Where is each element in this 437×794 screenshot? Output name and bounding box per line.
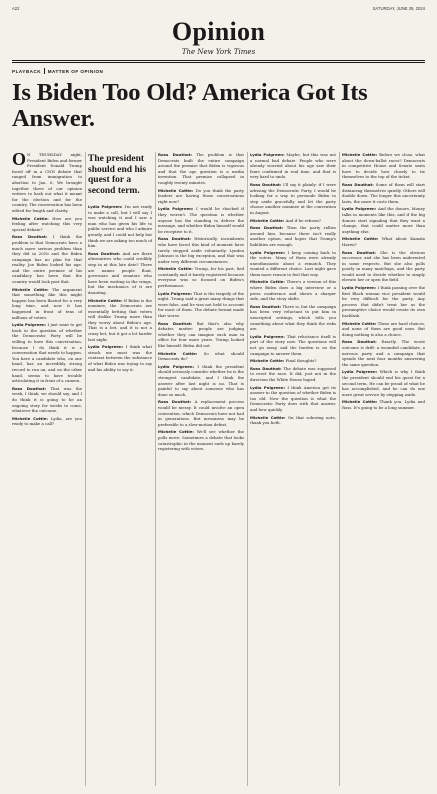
paragraph — [88, 298, 152, 343]
paragraph — [12, 234, 82, 284]
paragraph-text: Then the party rallies around him, because there isn't really another option, and hopes that Trump's liabilities are enough. — [250, 225, 336, 247]
paragraph-text: On that sobering note, thank you both. — [250, 414, 336, 426]
paragraph — [158, 351, 244, 362]
paragraph — [250, 304, 336, 332]
paragraph — [88, 204, 152, 249]
paragraph-text: But that's also why debates matter: people are judging whether they can imagine each man in office for four more years. Trump looked like himself. Biden did not. — [158, 320, 244, 348]
running-head — [12, 6, 425, 11]
paragraph-text: Final thoughts? — [285, 358, 317, 364]
speaker-name: Lydia Polgreen: — [342, 369, 378, 375]
paragraph-text: I think the problem is that Democrats have a much more serious problem than they did in 2016 and the Biden campaign has no plan for that reality. Joe Biden looked his age, and the entire premise of his candidacy has been that the country would look past that. — [12, 234, 82, 285]
pull-quote: The president should end his quest for a second term. — [88, 154, 147, 196]
speaker-name: Michelle Cottle: — [342, 399, 378, 405]
speaker-name: Lydia Polgreen: — [12, 322, 47, 328]
paragraph — [158, 206, 244, 234]
column-rule — [247, 152, 248, 786]
kicker — [12, 68, 425, 74]
paragraph — [12, 322, 82, 384]
paragraph-text: I'll say it plainly: if I were advising the Democratic Party, I would be looking for a way to persuade Biden to step aside gracefully and let the party choose another nominee at the convention in August. — [250, 181, 336, 215]
speaker-name: Michelle Cottle: — [342, 236, 379, 242]
paragraph — [158, 364, 244, 398]
speaker-name: Michelle Cottle: — [158, 429, 194, 435]
paragraph-text: The argument that something like this might happen has been floated for a very long time, and now it has happened in front of tens of millions of voters. — [12, 286, 82, 320]
paragraph — [250, 225, 336, 247]
kicker-series: PLAYBACK — [12, 68, 42, 74]
paragraph-text: Lydia, are you ready to make a call? — [12, 415, 82, 427]
paragraph — [342, 321, 425, 338]
paragraph — [12, 152, 82, 214]
paragraph-text: Some of them will start distancing themselves quietly. Others will double down. The longer this uncertainty lasts, the more it costs them. — [342, 181, 425, 204]
paragraph-text: I keep coming back to the voters. Many of them were already unenthusiastic about a rematch. They wanted a different choice. Last night gave them more reason to feel that way. — [250, 249, 336, 277]
speaker-name: Lydia Polgreen: — [342, 206, 377, 212]
kicker-divider — [44, 68, 45, 74]
speaker-name: Ross Douthat: — [158, 236, 191, 242]
paragraph-text: The problem is that Democrats built the entire campaign around the premise that Biden is vigorous and that the age question is a media invention. That premise collapsed in roughly twenty minutes. — [158, 152, 244, 185]
paragraph-text: Maybe, but this was not a normal bad debate. People who were already worried about his age saw their fears confirmed in real time, and that is very hard to undo. — [250, 152, 336, 180]
paragraph — [12, 216, 82, 233]
speaker-name: Ross Douthat: — [342, 181, 374, 187]
speaker-name: Michelle Cottle: — [250, 414, 286, 420]
paragraph — [342, 285, 425, 319]
speaker-name: Ross Douthat: — [158, 320, 193, 326]
paragraph — [342, 250, 425, 284]
speaker-name: Michelle Cottle: — [158, 266, 193, 272]
speaker-name: Lydia Polgreen: — [250, 333, 285, 339]
speaker-name: Ross Douthat: — [342, 249, 376, 255]
paragraph — [158, 188, 244, 205]
newspaper-name: The New York Times — [181, 48, 256, 56]
article-column-2 — [88, 152, 152, 786]
speaker-name: Ross Douthat: — [250, 365, 282, 371]
speaker-name: Ross Douthat: — [158, 152, 193, 157]
article-body — [12, 152, 425, 786]
paragraph-text: There is, but the campaign has been very reluctant to put him in unscripted settings, which tells you something about what they think the risks are. — [250, 303, 336, 332]
paragraph-text: Exactly. The worst outcome is drift: a wounded candidate, a nervous party and a campaign that spends the next four months answering the same question. — [342, 339, 425, 367]
paragraph — [250, 182, 336, 216]
speaker-name: Michelle Cottle: — [12, 415, 48, 421]
speaker-name: Lydia Polgreen: — [88, 204, 123, 209]
paragraph-text: We'll see whether the polls move. Sometimes a debate that looks catastrophic in the moment ends up barely registering with voters. — [158, 429, 244, 452]
article-column-1 — [12, 152, 82, 786]
headline: Is Biden Too Old? America Got Its Answer. — [12, 79, 368, 132]
speaker-name: Lydia Polgreen: — [88, 344, 124, 350]
paragraph — [158, 321, 244, 349]
paragraph-text: Historically, incumbents who have faced this kind of moment have rarely stepped aside voluntarily. Lyndon Johnson is the big exception, and that was under very different circumstances. — [158, 236, 244, 264]
header-rule — [12, 60, 425, 61]
page-number: A22 — [12, 6, 20, 11]
speaker-name: Ross Douthat: — [158, 399, 192, 405]
paragraph — [342, 339, 425, 367]
drop-cap: O — [12, 152, 27, 169]
paragraph-text: That is the tragedy of the night. Trump said a great many things that were false, and he was not held to account for most of them. The debate format made that worse. — [158, 290, 244, 319]
paragraph — [342, 182, 425, 204]
paragraph — [342, 152, 425, 180]
paragraph-text: N THURSDAY night, President Biden and former President Donald Trump faced off in a CNN debate that ranged from immigration to abortion to Jan. 6. We brought together three of our opinion writers to hash out what it meant for the election and for the country. The conversation has been edited for length and clarity. — [12, 152, 82, 213]
paragraph-text: And if he refuses? — [285, 217, 322, 223]
speaker-name: Lydia Polgreen: — [250, 152, 285, 157]
paragraph-text: What about Kamala Harris? — [342, 236, 425, 247]
paragraph-text: The debate was supposed to reset the race. It did, just not in the direction the White House hoped. — [250, 365, 336, 382]
paragraph-text: And the donors. Money talks in moments like this, and if the big donors start signaling that they want a change, that could matter more than anything else. — [342, 206, 425, 234]
speaker-name: Michelle Cottle: — [342, 320, 377, 326]
paragraph — [250, 415, 336, 426]
paragraph — [250, 334, 336, 356]
article-column-3 — [158, 152, 244, 786]
paragraph — [250, 366, 336, 383]
paragraph — [342, 206, 425, 234]
speaker-name: Michelle Cottle: — [250, 217, 285, 223]
paragraph-text: I think passing over the first Black woman vice president would be very difficult for the party. Any process that didn't treat her as the presumptive choice would create its own backlash. — [342, 285, 425, 319]
paragraph — [342, 399, 425, 410]
paragraph-text: These are hard choices, and none of them are good ones. But doing nothing is also a choice. — [342, 320, 425, 337]
paragraph — [250, 250, 336, 278]
paragraph — [158, 429, 244, 451]
paragraph — [12, 416, 82, 427]
speaker-name: Ross Douthat: — [342, 339, 377, 345]
paragraph — [158, 399, 244, 427]
paragraph-text: I would be shocked if they weren't. The question is whether anyone has the standing to deliver the message, and whether Biden himself would be receptive to it. — [158, 206, 244, 234]
speaker-name: Ross Douthat: — [12, 385, 47, 391]
paragraph-text: I'm not ready to make a call, but I will say I was watching it and I saw a man who has given his life to public service and who I admire greatly, and I could not help but think we are asking too much of him. — [88, 204, 152, 249]
speaker-name: Ross Douthat: — [12, 234, 48, 240]
paragraph-text: That reluctance itself is part of the story now. The questions will not go away, and the burden is on the campaign to answer them. — [250, 333, 336, 356]
paragraph-text: And are there alternatives who could credibly step in at this late date? There are names people float, governors and senators who have been waiting in the wings, but the mechanics of it are daunting. — [88, 250, 152, 295]
paragraph-text: I just want to get back to the question of whether the Democratic Party will be willing to have this conversation, because I do think it is a conversation that needs to happen. You have a candidate who, on one hand, has an incredibly strong record to run on, and on the other hand, seems to have trouble articulating it in front of a camera. — [12, 322, 82, 384]
paragraph-text: Trump, for his part, lied constantly and it barely registered because everyone was so focused on Biden's performance. — [158, 266, 244, 289]
speaker-name: Michelle Cottle: — [250, 358, 285, 364]
paragraph-text: How are you feeling after watching this very special debate? — [12, 215, 82, 232]
paragraph-text: I think America got its answer to the question of whether Biden is too old. Now the question is what the Democratic Party does with that answer, and how quickly. — [250, 384, 336, 412]
speaker-name: Lydia Polgreen: — [158, 206, 194, 212]
paragraph — [12, 386, 82, 414]
paragraph — [12, 287, 82, 321]
column-rule — [155, 152, 156, 786]
speaker-name: Michelle Cottle: — [12, 215, 49, 221]
paragraph — [158, 291, 244, 319]
paragraph-text: So what should Democrats do? — [158, 350, 244, 362]
paragraph-text: She is the obvious successor, and she has been underrated in some respects. But she also polls poorly in many matchups, and the party would need to decide whether to simply elevate her or open the field. — [342, 249, 425, 283]
paragraph — [88, 251, 152, 296]
speaker-name: Ross Douthat: — [250, 225, 284, 231]
paragraph — [158, 266, 244, 288]
speaker-name: Ross Douthat: — [250, 303, 282, 309]
speaker-name: Michelle Cottle: — [158, 350, 198, 356]
speaker-name: Michelle Cottle: — [12, 286, 49, 292]
paragraph-text: Thank you, Lydia and Ross. It's going to be a long summer. — [342, 399, 425, 410]
speaker-name: Lydia Polgreen: — [250, 384, 286, 390]
speaker-name: Lydia Polgreen: — [158, 290, 193, 296]
paragraph — [250, 152, 336, 180]
article-column-4 — [250, 152, 336, 786]
paragraph-text: Before we close, what about the down-ballot races? Democrats in competitive House and Senate seats have to decide how closely to tie themselves to the top of the ticket. — [342, 152, 425, 180]
column-rule — [339, 152, 340, 786]
paragraph-text: That was the week, I think, we should say, and I do think it is going to be an ongoing story for weeks to come, whatever the outcome. — [12, 385, 82, 414]
speaker-name: Lydia Polgreen: — [158, 363, 195, 369]
speaker-name: Michelle Cottle: — [158, 187, 194, 193]
paragraph-text: Which is why I think the president should end his quest for a second term. He can be proud of what he has accomplished, and he can do one more great service by stepping aside. — [342, 369, 425, 397]
issue-date: SATURDAY, JUNE 29, 2024 — [372, 6, 425, 11]
speaker-name: Ross Douthat: — [88, 250, 121, 256]
kicker-label: MATTER OF OPINION — [47, 68, 104, 74]
paragraph-text: If Biden is the nominee, the Democrats are essentially betting that voters will dislike Trump more than they worry about Biden's age. That is a bet, and it is not a crazy bet, but it got a lot harder last night. — [88, 297, 152, 342]
speaker-name: Michelle Cottle: — [88, 297, 123, 303]
paragraph — [250, 218, 336, 224]
paragraph — [342, 236, 425, 247]
paragraph — [250, 358, 336, 364]
paragraph — [88, 344, 152, 372]
speaker-name: Michelle Cottle: — [342, 152, 378, 157]
speaker-name: Lydia Polgreen: — [250, 249, 286, 255]
paragraph — [158, 236, 244, 264]
paragraph — [342, 369, 425, 397]
paragraph-text: I think what struck me most was the contrast between the substance of what Biden was trying to say and his ability to say it. — [88, 344, 152, 372]
speaker-name: Ross Douthat: — [250, 181, 282, 187]
paragraph — [250, 279, 336, 301]
section-title: Opinion — [171, 17, 266, 46]
paragraph-text: A replacement process would be messy. It could involve an open convention, which Democrats have not had in generations. But messiness may be preferable to a slow-motion defeat. — [158, 399, 244, 427]
paragraph-text: Do you think the party leaders are having those conversations right now? — [158, 187, 244, 204]
article-column-5 — [342, 152, 425, 786]
speaker-name: Michelle Cottle: — [250, 279, 285, 285]
paragraph — [158, 152, 244, 186]
paragraph-text: I think the president should seriously consider whether he is the strongest candidate, and I think the answer after last night is no. That is painful to say about someone who has done so much. — [158, 363, 244, 397]
speaker-name: Lydia Polgreen: — [342, 285, 377, 291]
paragraph-text: There's a version of this where Biden does a big interview or a press conference and shows a sharper side, and the story shifts. — [250, 279, 336, 302]
column-rule — [85, 152, 86, 786]
header-rule-thin — [12, 62, 425, 63]
paragraph — [250, 385, 336, 413]
